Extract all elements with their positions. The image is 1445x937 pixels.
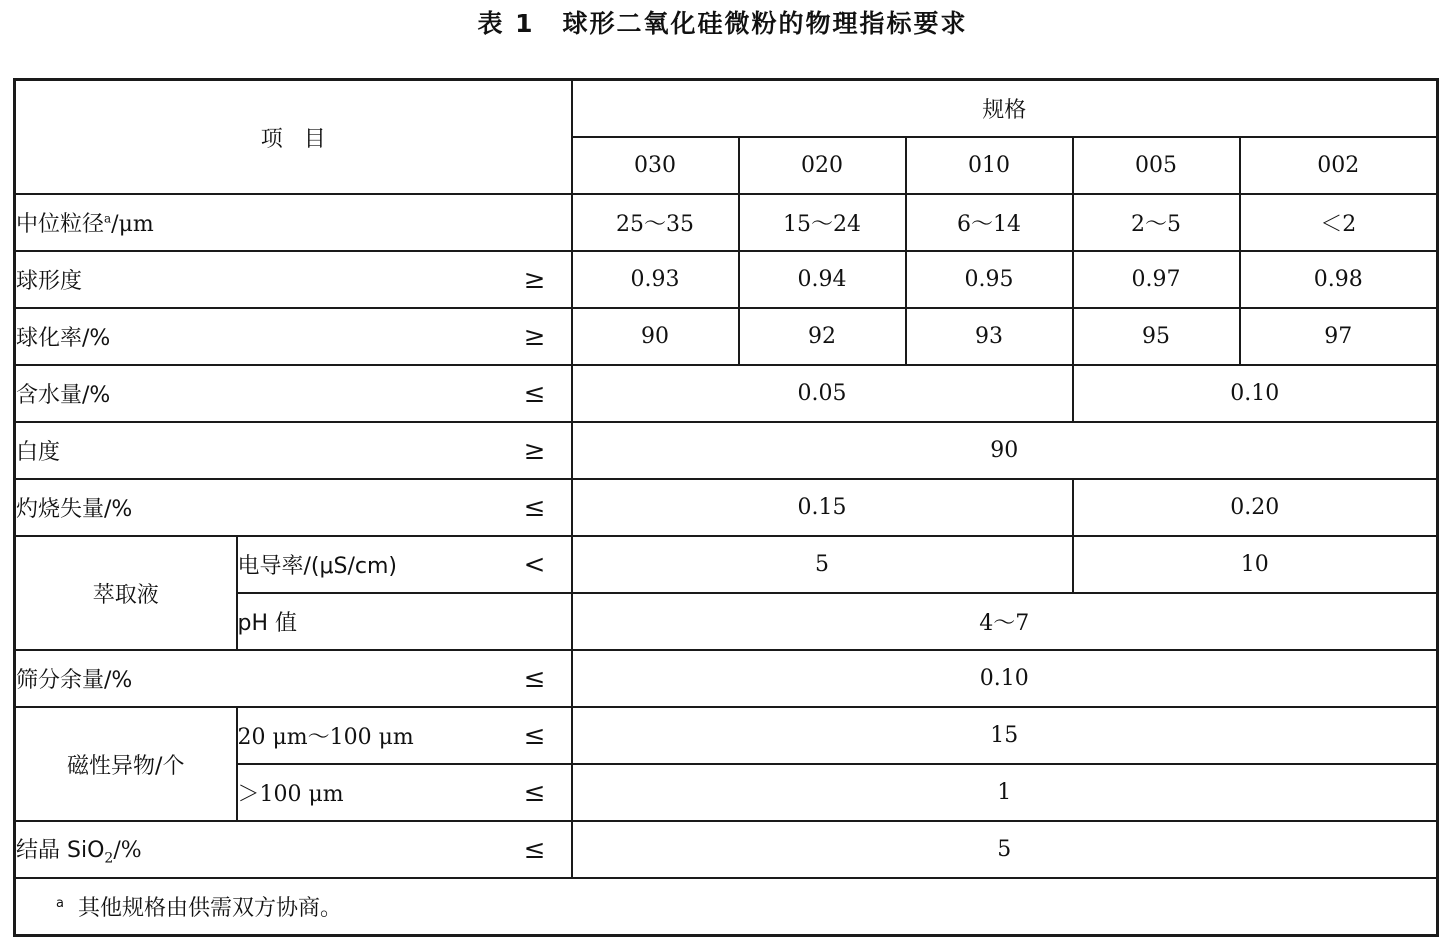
conductivity-label: 电导率/(μS/cm) — [237, 536, 499, 593]
sphericity-label: 球形度 — [15, 251, 499, 308]
median-size-label: 中位粒径$^a$/μm — [15, 194, 572, 251]
table-row — [15, 707, 1438, 764]
sphericity-020: 0.94 — [739, 251, 906, 308]
loss-on-ignition-label: 灼烧失量/% — [15, 479, 499, 536]
sieve-residue-op: ≤ — [499, 650, 572, 707]
loss-on-ignition-value-b: 0.20 — [1073, 479, 1438, 536]
moisture-op: ≤ — [499, 365, 572, 422]
table-row — [15, 251, 1438, 308]
magnetic-group-label: 磁性异物/个 — [15, 707, 237, 821]
whiteness-label: 白度 — [15, 422, 499, 479]
median-size-030: 25～35 — [572, 194, 739, 251]
moisture-value-b: 0.10 — [1073, 365, 1438, 422]
median-size-020: 15～24 — [739, 194, 906, 251]
table-row — [15, 308, 1438, 365]
spheroidization-op: ≥ — [499, 308, 572, 365]
crystal-sio2-label: 结晶 SiO$_2$/% — [15, 821, 499, 878]
table-row — [15, 821, 1438, 878]
header-spec: 规格 — [572, 80, 1438, 138]
sphericity-002: 0.98 — [1240, 251, 1438, 308]
crystal-sio2-value: 5 — [572, 821, 1438, 878]
magnetic-range2-label: ＞100 μm — [237, 764, 499, 821]
median-size-005: 2～5 — [1073, 194, 1240, 251]
extract-group-label: 萃取液 — [15, 536, 237, 650]
footnote — [15, 878, 1438, 936]
table-row — [15, 365, 1438, 422]
sieve-residue-label: 筛分余量/% — [15, 650, 499, 707]
grade-030: 030 — [572, 137, 739, 194]
magnetic-range1-value: 15 — [572, 707, 1438, 764]
whiteness-value: 90 — [572, 422, 1438, 479]
table-caption: 球形二氧化硅微粉的物理指标要求 — [562, 9, 968, 38]
grade-005: 005 — [1073, 137, 1240, 194]
crystal-sio2-op: ≤ — [499, 821, 572, 878]
table-row — [15, 479, 1438, 536]
ph-label: pH 值 — [237, 593, 572, 650]
table-title — [0, 4, 1445, 40]
median-size-002: ＜2 — [1240, 194, 1438, 251]
spec-table — [13, 78, 1439, 937]
grade-010: 010 — [906, 137, 1073, 194]
median-size-010: 6～14 — [906, 194, 1073, 251]
moisture-value-a: 0.05 — [572, 365, 1073, 422]
magnetic-range2-value: 1 — [572, 764, 1438, 821]
magnetic-range2-op: ≤ — [499, 764, 572, 821]
sphericity-010: 0.95 — [906, 251, 1073, 308]
footnote-text: 其他规格由供需双方协商。 — [77, 896, 342, 921]
table-row — [15, 536, 1438, 593]
spheroidization-030: 90 — [572, 308, 739, 365]
spheroidization-label: 球化率/% — [15, 308, 499, 365]
conductivity-op: < — [499, 536, 572, 593]
sieve-residue-value: 0.10 — [572, 650, 1438, 707]
spheroidization-020: 92 — [739, 308, 906, 365]
grade-002: 002 — [1240, 137, 1438, 194]
sphericity-op: ≥ — [499, 251, 572, 308]
magnetic-range1-op: ≤ — [499, 707, 572, 764]
table-row — [15, 650, 1438, 707]
conductivity-value-b: 10 — [1073, 536, 1438, 593]
whiteness-op: ≥ — [499, 422, 572, 479]
table-row — [15, 194, 1438, 251]
spheroidization-010: 93 — [906, 308, 1073, 365]
sphericity-030: 0.93 — [572, 251, 739, 308]
conductivity-value-a: 5 — [572, 536, 1073, 593]
table-row — [15, 422, 1438, 479]
footnote-mark: a — [56, 895, 64, 911]
loss-on-ignition-op: ≤ — [499, 479, 572, 536]
spheroidization-005: 95 — [1073, 308, 1240, 365]
magnetic-range1-label: 20 μm～100 μm — [237, 707, 499, 764]
ph-value: 4～7 — [572, 593, 1438, 650]
moisture-label: 含水量/% — [15, 365, 499, 422]
header-row — [15, 80, 1438, 138]
table-number: 表 1 — [477, 9, 535, 38]
loss-on-ignition-value-a: 0.15 — [572, 479, 1073, 536]
header-item: 项 目 — [15, 80, 572, 195]
sphericity-005: 0.97 — [1073, 251, 1240, 308]
spheroidization-002: 97 — [1240, 308, 1438, 365]
footnote-row — [15, 878, 1438, 936]
grade-020: 020 — [739, 137, 906, 194]
